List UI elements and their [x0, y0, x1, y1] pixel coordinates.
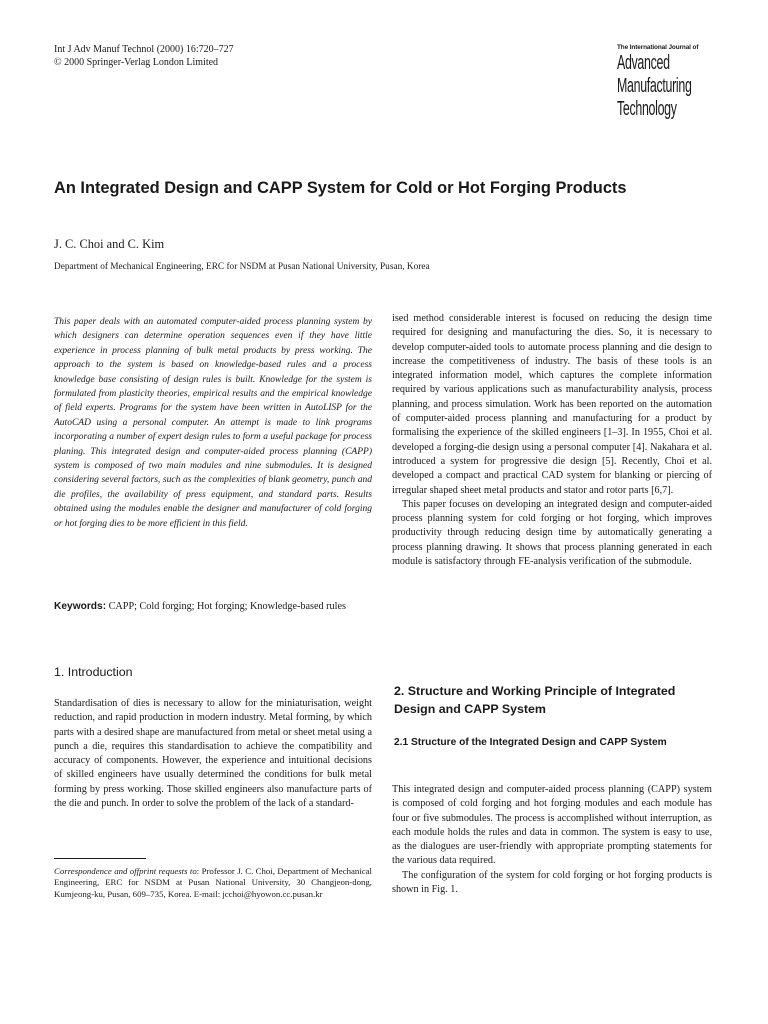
section-heading-structure: 2. Structure and Working Principle of Integrated Design and CAPP System: [394, 684, 676, 716]
section-heading-introduction: 1. Introduction: [54, 665, 133, 679]
journal-name-line3: Technology: [617, 98, 677, 120]
authors: J. C. Choi and C. Kim: [54, 237, 165, 251]
citation-block: [54, 44, 234, 69]
intro-paragraph-2: This paper focuses on developing an integrated design and computer-aided process planning system for cold forging or hot forging, which improves productivity through reducing design time by automatically generating a process planning drawing. It shows that process planning generated in each module is satisfactory through FE-analysis verification of the submodule.: [392, 498, 712, 568]
introduction-text: Standardisation of dies is necessary to allow for the miniaturisation, weight reduction, and rapid production in modern industry. Metal forming, by which parts with a desired shape are manufactured from metal or sheet metal using a punch a die, requires this standardisation to achieve the compatibility and accuracy of components. However, the experience and intuitional decisions of skilled engineers have usually determined the conditions for bulk metal forming by press working. Those skilled engineers also manufacture parts of the die and punch. In order to solve the problem of the lack of a standard-: [54, 698, 372, 810]
subsection-heading-structure: 2.1 Structure of the Integrated Design and CAPP System: [394, 737, 667, 748]
abstract: This paper deals with an automated computer-aided process planning system by which designers can determine operation sequences even if they have little experience in process planning of bulk metal products by press working. The approach to the system is based on knowledge-based rules and a process knowledge base consisting of design rules is built. Knowledge for the system is formulated from plasticity theories, empirical results and the empirical knowledge of field experts. Programs for the system have been written in AutoLISP for the AutoCAD using a personal computer. An attempt is made to link programs incorporating a number of expert design rules to form a useful package for process planing. This integrated design and computer-aided process planning (CAPP) system is composed of two main modules and nine submodules. It is designed considering several factors, such as the complexities of blank geometry, punch and die profiles, the availability of press equipment, and standard parts. Results obtained using the modules enable the designer and manufacturer of cold forging or hot forging dies to be more efficient in this field.: [54, 317, 372, 529]
keywords-text: CAPP; Cold forging; Hot forging; Knowledge-based rules: [108, 601, 346, 612]
journal-name-line2: Manufacturing: [617, 75, 692, 97]
affiliation: Department of Mechanical Engineering, ERC for NSDM at Pusan National University, Pusan, Korea: [54, 262, 430, 272]
citation: Int J Adv Manuf Technol (2000) 16:720–727: [54, 44, 234, 55]
footnote-divider: [54, 858, 146, 859]
footnote-text: : Professor J. C. Choi, Department of Mechanical Engineering, ERC for NSDM at Pusan National University, 30 Changjeon-dong, Kumjeong-ku, Pusan, 609–735, Korea. E-mail: jcchoi@hyowon.cc.pusan.kr: [54, 866, 372, 899]
correspondence-footnote: [54, 866, 372, 900]
introduction-continued: [392, 312, 712, 569]
journal-logo: [617, 44, 727, 120]
journal-name-line1: Advanced: [617, 52, 670, 74]
section-2-1-paragraph-2: The configuration of the system for cold forging or hot forging products is shown in Fig. 1.: [392, 869, 712, 896]
copyright: © 2000 Springer-Verlag London Limited: [54, 56, 219, 68]
paper-title: An Integrated Design and CAPP System for Cold or Hot Forging Products: [54, 179, 627, 197]
keywords-label: Keywords:: [54, 601, 107, 612]
keywords: [54, 599, 372, 614]
section-2-1-text: [392, 783, 712, 897]
intro-paragraph-1: ised method considerable interest is focused on reducing the design time required for designing and manufacturing the dies. So, it is necessary to develop computer-aided tools to automate process planning and die design to increase the competitiveness of industry. The basis of these tools is an integrated information model, which captures the complete information required by various applications such as manufacturability analysis, process planning, and process simulation. Work has been reported on the automation of computer-aided process planning and manufacturing for a product by formalising the experience of the skilled engineers [1–3]. In 1955, Choi et al. developed a forging-die design using a personal computer [4]. Nakahara et al. introduced a system for progressive die design [5]. Recently, Choi et al. developed a compact and practical CAD system for blanking or piercing of irregular shaped sheet metal products and stator and rotor parts [6,7].: [392, 313, 712, 496]
footnote-label: Correspondence and offprint requests to: [54, 866, 197, 876]
journal-prefix: The International Journal of: [617, 44, 699, 51]
section-2-1-paragraph-1: This integrated design and computer-aided process planning (CAPP) system is composed of cold forging and hot forging modules and each module has four or five submodules. The process is accomplished without interruption, as each module holds the rules and data in common. The system is easy to use, as the dialogues are user-friendly with appropriate prompting statements for the various data required.: [392, 784, 712, 867]
